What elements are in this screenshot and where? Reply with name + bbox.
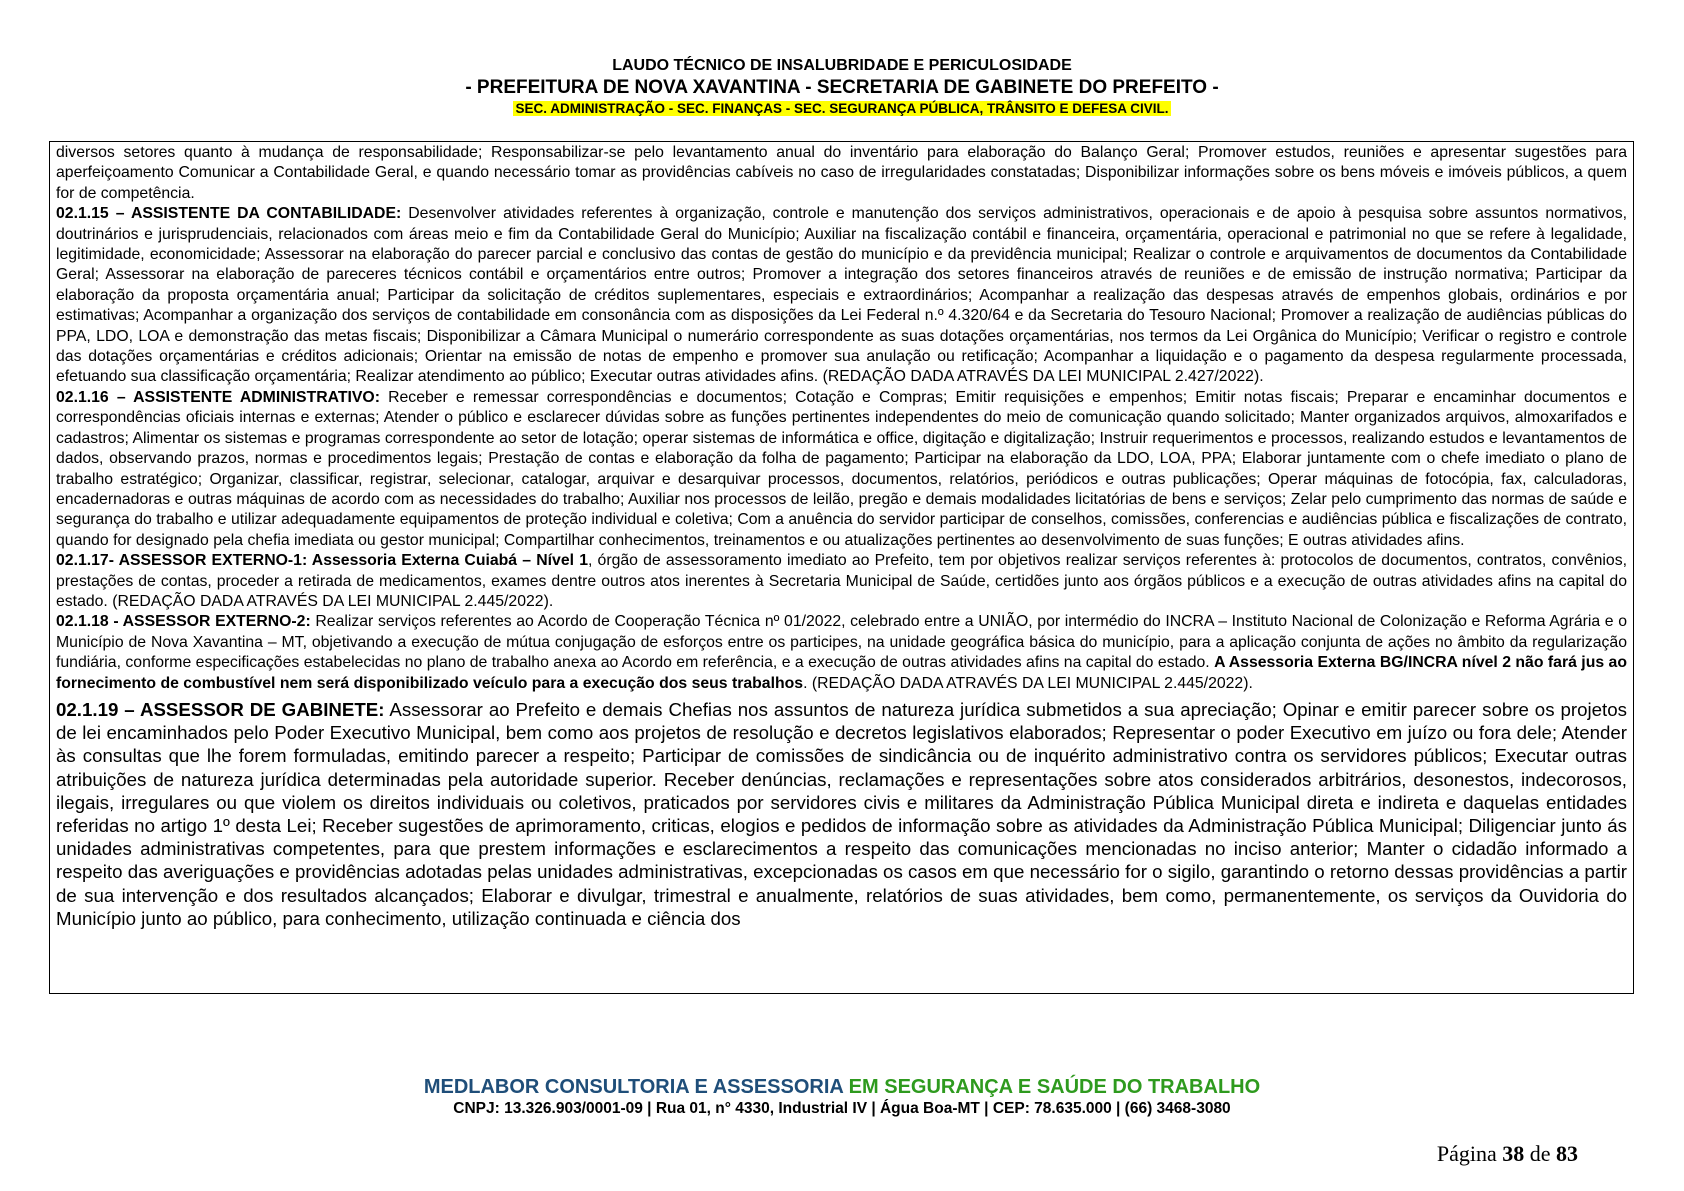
company-name <box>0 1075 1684 1099</box>
section-text: Receber e remessar correspondências e documentos; Cotação e Compras; Emitir requisições e empenhos; Emitir notas fiscais; Preparar e encaminhar documentos e correspondências oficiais internas e externas; Atender o público e esclarecer dúvidas sobre as funções pertinentes independentes do meio de comunicação quando solicitado; Manter organizados arquivos, almoxarifados e cadastros; Alimentar os sistemas e programas correspondente ao setor de lotação; operar sistemas de informática e office, digitação e digitalização; Instruir requerimentos e processos, realizando estudos e levantamentos de dados, observando prazos, normas e procedimentos legais; Prestação de contas e elaboração da folha de pagamento; Participar na elaboração da LDO, LOA, PPA; Elaborar juntamente com o chefe imediato o plano de trabalho estratégico; Organizar, classificar, registrar, selecionar, catalogar, arquivar e desarquivar processos, documentos, relatórios, periódicos e outras publicações; Operar máquinas de fotocópia, fax, calculadoras, encadernadoras e outras máquinas de acordo com as necessidades do trabalho; Auxiliar nos processos de leilão, pregão e demais modalidades licitatórias de bens e serviços; Zelar pelo cumprimento das normas de saúde e segurança do trabalho e utilizar adequadamente equipamentos de proteção individual e coletiva; Com a anuência do servidor participar de conselhos, comissões, conferencias e audiências pública e fiscalizações de contrato, quando for designado pela chefia imediata ou gestor municipal; Compartilhar conhecimentos, treinamentos e ou atualizações pertinentes ao desenvolvimento de suas funções; E outras atividades afins. <box>56 388 1627 549</box>
section-text: , órgão de assessoramento imediato ao Prefeito, tem por objetivos realizar serviços referentes à: protocolos de documentos, contratos, convênios, prestações de contas, proceder a retirada de medicamentos, exames dentre outros atos inerentes à Secretaria Municipal de Saúde, certidões junto aos órgãos públicos e a execução de outras atividades afins na capital do estado. (REDAÇÃO DADA ATRAVÉS DA LEI MUNICIPAL 2.445/2022). <box>56 552 1628 610</box>
company-name-blue: MEDLABOR CONSULTORIA E ASSESSORIA <box>423 1076 844 1098</box>
page-number <box>1437 1141 1578 1167</box>
section-bold-note: A Assessoria Externa BG/INCRA nível 2 não fará jus ao fornecimento de combustível nem será disponibilizado veículo para a execução dos seus trabalhos <box>56 654 1627 692</box>
section-text: Realizar serviços referentes ao Acordo de Cooperação Técnica nº 01/2022, celebrado entre a UNIÃO, por intermédio do INCRA – Instituto Nacional de Colonização e Reforma Agrária e o Município de Nova Xavantina – MT, objetivando a execução de mútua conjugação de esforços entre os participes, na unidade geográfica básica do município, para a aplicação conjunta de ações no âmbito da regularização fundiária, conforme especificações estabelecidas no plano de trabalho anexa ao Acordo em referência, e a execução de outras atividades afins na capital do estado. <box>56 613 1628 672</box>
section-title: 02.1.16 – ASSISTENTE ADMINISTRATIVO: <box>56 388 380 406</box>
document-header <box>0 56 1684 117</box>
secretariats-highlight: SEC. ADMINISTRAÇÃO - SEC. FINANÇAS - SEC. SEGURANÇA PÚBLICA, TRÂNSITO E DEFESA CIVIL. <box>515 101 1169 116</box>
page-total: 83 <box>1556 1141 1578 1166</box>
page-current: 38 <box>1502 1141 1525 1166</box>
document-footer <box>0 1075 1684 1119</box>
section-tail: . (REDAÇÃO DADA ATRAVÉS DA LEI MUNICIPAL 2.445/2022). <box>803 674 1253 692</box>
page-mid: de <box>1524 1141 1556 1166</box>
page-prefix: Página <box>1436 1141 1503 1166</box>
section-title: 02.1.18 - ASSESSOR EXTERNO-2: <box>56 613 311 631</box>
section-title: 02.1.15 – ASSISTENTE DA CONTABILIDADE: <box>56 205 402 223</box>
secretariats-line <box>0 101 1684 117</box>
section-text: Assessorar ao Prefeito e demais Chefias nos assuntos de natureza jurídica submetidos a sua apreciação; Opinar e emitir parecer sobre os projetos de lei encaminhados pelo Poder Executivo Municipal, bem como aos projetos de resolução e decretos legislativos elaborados; Representar o poder Executivo em juízo ou fora dele; Atender às consultas que lhe forem formuladas, emitindo parecer a respeito; Participar de comissões de sindicância ou de inquérito administrativo contra os servidores públicos; Executar outras atribuições de natureza jurídica determinadas pela autoridade superior. Receber denúncias, reclamações e representações sobre atos considerados arbitrários, desonestos, indecorosos, ilegais, irregulares ou que violem os direitos individuais ou coletivos, praticados por servidores civis e militares da Administração Pública Municipal direta e indireta e daquelas entidades referidas no artigo 1º desta Lei; Receber sugestões de aprimoramento, criticas, elogios e pedidos de informação sobre as atividades da Administração Pública Municipal; Diligenciar junto ás unidades administrativas competentes, para que prestem informações e esclarecimentos a respeito das comunicações mencionadas no inciso anterior; Manter o cidadão informado a respeito das averiguações e providências adotadas pelas unidades administrativas, excepcionadas os casos em que necessário for o sigilo, garantindo o retorno dessas providências a partir de sua intervenção e dos resultados alcançados; Elaborar e divulgar, trimestral e anualmente, relatórios de suas atividades, bem como, permanentemente, os serviços da Ouvidoria do Município junto ao público, para conhecimento, utilização continuada e ciência dos <box>56 698 1627 929</box>
report-title: LAUDO TÉCNICO DE INSALUBRIDADE E PERICULOSIDADE <box>612 57 1072 74</box>
section-02-1-16 <box>56 388 1627 551</box>
report-subtitle: - PREFEITURA DE NOVA XAVANTINA - SECRETARIA DE GABINETE DO PREFEITO - <box>465 77 1219 98</box>
content-box <box>49 141 1634 994</box>
section-02-1-15 <box>56 204 1627 388</box>
section-02-1-17 <box>56 551 1627 612</box>
section-02-1-19 <box>56 698 1627 930</box>
intro-paragraph: diversos setores quanto à mudança de responsabilidade; Responsabilizar-se pelo levantamento anual do inventário para elaboração do Balanço Geral; Promover estudos, reuniões e apresentar sugestões para aperfeiçoamento Comunicar a Contabilidade Geral, e quando necessário tomar as providências cabíveis no caso de irregularidades constatadas; Disponibilizar informações sobre os bens móveis e imóveis públicos, a quem for de competência. <box>56 144 1627 202</box>
section-text: Desenvolver atividades referentes à organização, controle e manutenção dos serviços administrativos, operacionais e de apoio à pesquisa sobre assuntos normativos, doutrinários e jurisprudenciais, relacionados com áreas meio e fim da Contabilidade Geral do Município; Auxiliar na fiscalização contábil e financeira, orçamentária, operacional e patrimonial no que se refere à legalidade, legitimidade, economicidade; Assessorar na elaboração do parecer parcial e conclusivo das contas de gestão do município e da previdência municipal; Realizar o controle e arquivamentos de documentos da Contabilidade Geral; Assessorar na elaboração de pareceres técnicos contábil e orçamentários entre outros; Promover a integração dos setores financeiros através de reuniões e de emissão de instrução normativa; Participar da elaboração da proposta orçamentária anual; Participar da solicitação de créditos suplementares, especiais e extraordinários; Acompanhar a realização das despesas através de empenhos globais, ordinários e por estimativas; Acompanhar a organização dos serviços de contabilidade em consonância com as disposições da Lei Federal n.º 4.320/64 e da Secretaria do Tesouro Nacional; Promover a realização de audiências públicas do PPA, LDO, LOA e demonstração das metas fiscais; Disponibilizar a Câmara Municipal o numerário correspondente as suas dotações orçamentárias, nos termos da Lei Orgânica do Município; Verificar o registro e controle das dotações orçamentárias e créditos adicionais; Orientar na emissão de notas de empenho e promover sua anulação ou retificação; Acompanhar a liquidação e o pagamento da despesa regularmente processada, efetuando sua classificação orçamentária; Realizar atendimento ao público; Executar outras atividades afins. (REDAÇÃO DADA ATRAVÉS DA LEI MUNICIPAL 2.427/2022). <box>56 205 1627 386</box>
section-02-1-18 <box>56 612 1627 694</box>
section-title: 02.1.19 – ASSESSOR DE GABINETE: <box>56 698 385 720</box>
section-title: 02.1.17- ASSESSOR EXTERNO-1: Assessoria Externa Cuiabá – Nível 1 <box>56 552 588 570</box>
company-name-green: EM SEGURANÇA E SAÚDE DO TRABALHO <box>843 1076 1261 1098</box>
company-address: CNPJ: 13.326.903/0001-09 | Rua 01, n° 4330, Industrial IV | Água Boa-MT | CEP: 78.635.000 | (66) 3468-3080 <box>453 1100 1231 1117</box>
